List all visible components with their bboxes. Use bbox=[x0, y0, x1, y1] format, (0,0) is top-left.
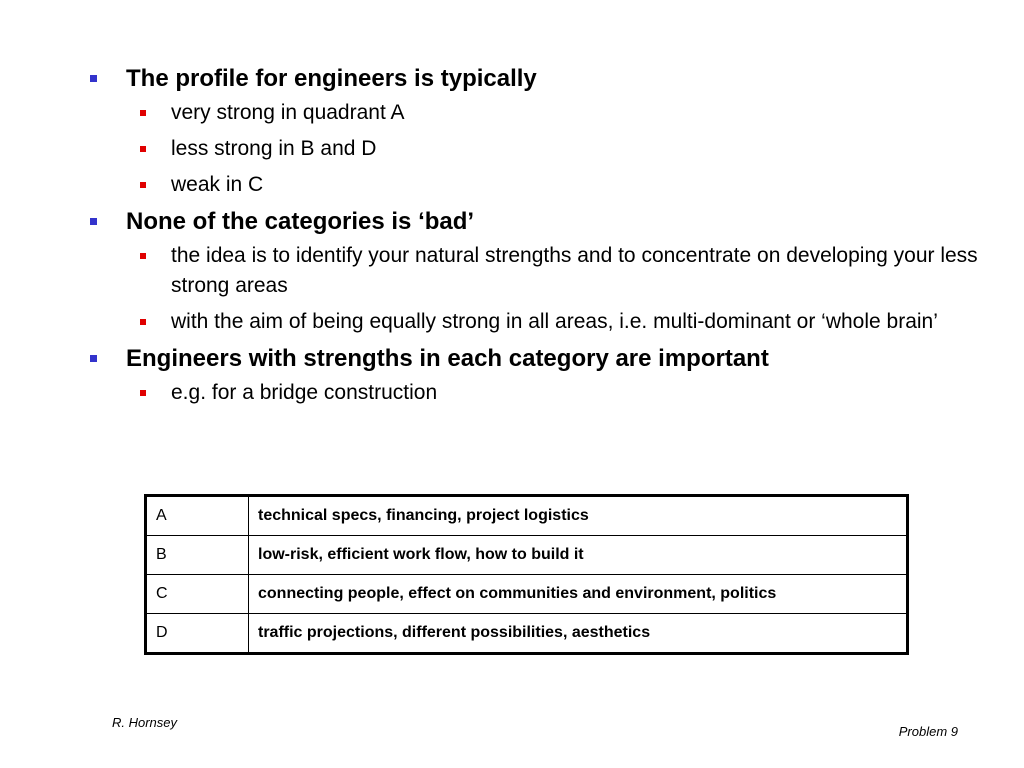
bullet-item bbox=[88, 344, 978, 408]
table-row bbox=[147, 614, 906, 653]
square-bullet-icon bbox=[90, 218, 97, 225]
sub-bullet-text: the idea is to identify your natural strengths and to concentrate on developing your less strong areas bbox=[171, 244, 978, 297]
sub-bullet-text: e.g. for a bridge construction bbox=[171, 381, 438, 404]
sub-bullet-item bbox=[126, 98, 978, 128]
bridge-table bbox=[144, 494, 909, 655]
category-cell: B bbox=[147, 536, 249, 575]
square-bullet-icon bbox=[140, 319, 146, 325]
description-cell: low-risk, efficient work flow, how to build it bbox=[249, 536, 907, 575]
sub-bullet-item bbox=[126, 134, 978, 164]
sub-bullet-text: very strong in quadrant A bbox=[171, 101, 405, 124]
table-row bbox=[147, 575, 906, 614]
bullet-text: The profile for engineers is typically bbox=[126, 65, 537, 92]
description-cell: traffic projections, different possibilities, aesthetics bbox=[249, 614, 907, 653]
square-bullet-icon bbox=[140, 110, 146, 116]
category-cell: A bbox=[147, 497, 249, 536]
description-cell: connecting people, effect on communities and environment, politics bbox=[249, 575, 907, 614]
square-bullet-icon bbox=[140, 390, 146, 396]
sub-bullet-item bbox=[126, 241, 978, 301]
bullet-item bbox=[88, 207, 978, 337]
square-bullet-icon bbox=[90, 75, 97, 82]
sub-bullet-text: weak in C bbox=[171, 173, 264, 196]
square-bullet-icon bbox=[90, 355, 97, 362]
sub-bullet-item bbox=[126, 307, 978, 337]
sub-bullet-list bbox=[126, 241, 978, 337]
category-table bbox=[147, 497, 906, 652]
sub-bullet-item bbox=[126, 378, 978, 408]
sub-bullet-text: with the aim of being equally strong in all areas, i.e. multi-dominant or ‘whole brain’ bbox=[171, 310, 938, 333]
bullet-text: None of the categories is ‘bad’ bbox=[126, 208, 475, 235]
bullet-item bbox=[88, 64, 978, 200]
square-bullet-icon bbox=[140, 182, 146, 188]
sub-bullet-item bbox=[126, 170, 978, 200]
sub-bullet-list bbox=[126, 378, 978, 408]
description-cell: technical specs, financing, project logistics bbox=[249, 497, 907, 536]
table-row bbox=[147, 497, 906, 536]
square-bullet-icon bbox=[140, 253, 146, 259]
footer-slide-label: Problem 9 bbox=[898, 724, 958, 739]
sub-bullet-list bbox=[126, 98, 978, 200]
bullet-list bbox=[88, 64, 978, 415]
table-row bbox=[147, 536, 906, 575]
category-cell: D bbox=[147, 614, 249, 653]
bullet-text: Engineers with strengths in each category are important bbox=[126, 345, 769, 372]
sub-bullet-text: less strong in B and D bbox=[171, 137, 377, 160]
footer-author: R. Hornsey bbox=[112, 715, 178, 730]
square-bullet-icon bbox=[140, 146, 146, 152]
category-cell: C bbox=[147, 575, 249, 614]
